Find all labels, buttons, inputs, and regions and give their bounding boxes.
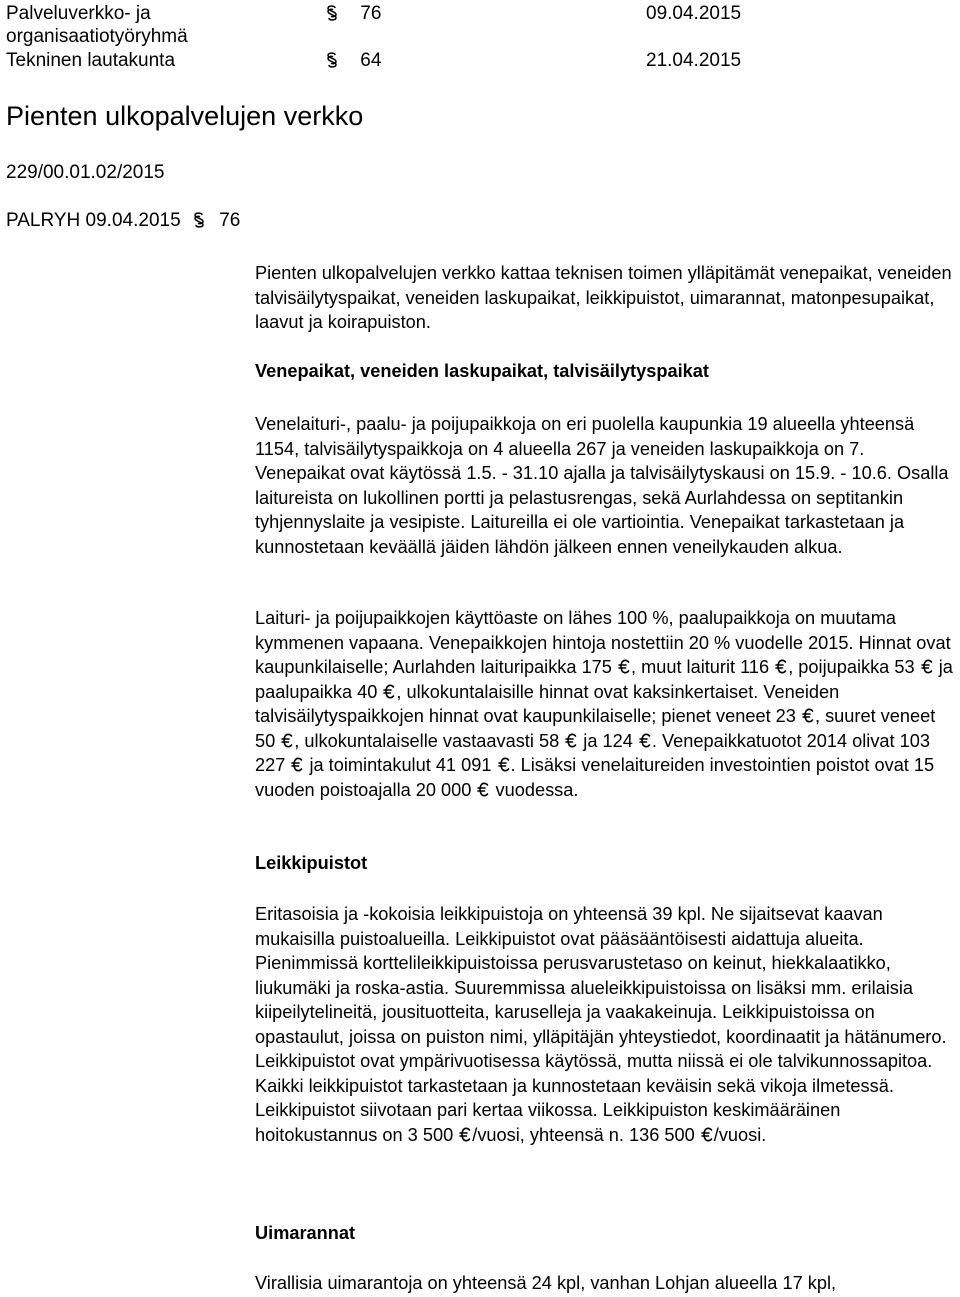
intro-text: Pienten ulkopalvelujen verkko kattaa teknisen toimen ylläpitämät venepaikat, veneiden talvisäilytyspaikat, veneiden laskupaikat, leikkipuistot, uimarannat, matonpesupaikat, laavut ja koirapuiston. bbox=[255, 263, 952, 332]
playgrounds-heading: Leikkipuistot bbox=[255, 853, 368, 873]
euro-sign-icon bbox=[921, 659, 933, 674]
section-number-1: 76 bbox=[360, 3, 382, 24]
boats-text-2-segment: ja toimintakulut 41 091 bbox=[304, 755, 497, 775]
boats-text-2-segment: vuodessa. bbox=[490, 779, 579, 800]
euro-sign-icon bbox=[802, 708, 814, 723]
boats-heading: Venepaikat, veneiden laskupaikat, talvisäilytyspaikat bbox=[255, 361, 709, 381]
intro-paragraph bbox=[255, 261, 955, 335]
playgrounds-text-segment: /vuosi. bbox=[713, 1124, 767, 1145]
boats-text-2-segment: , muut laiturit 116 bbox=[630, 657, 775, 677]
euro-sign-icon bbox=[775, 659, 787, 674]
section-1 bbox=[323, 2, 381, 25]
beaches-text: Virallisia uimarantoja on yhteensä 24 kpl, vanhan Lohjan alueella 17 kpl, bbox=[255, 1273, 837, 1293]
boats-text-2 bbox=[255, 606, 955, 802]
meeting-body-1: Palveluverkko- ja bbox=[6, 3, 151, 24]
reference-line bbox=[6, 209, 240, 232]
euro-sign-icon bbox=[459, 1127, 471, 1142]
boats-text-2-segment: . Venepaikkatuotot 2014 olivat 103 227 bbox=[255, 730, 930, 775]
euro-sign-icon bbox=[383, 684, 395, 699]
playgrounds-text-segment: /vuosi, yhteensä n. 136 500 bbox=[472, 1124, 700, 1145]
euro-sign-icon bbox=[618, 659, 630, 674]
section-sign-icon bbox=[323, 51, 341, 69]
beaches-section bbox=[255, 1221, 955, 1246]
meeting-date-2: 21.04.2015 bbox=[646, 50, 742, 71]
euro-sign-icon bbox=[281, 733, 293, 748]
page-title: Pienten ulkopalvelujen verkko bbox=[6, 101, 364, 131]
meeting-body-2: Tekninen lautakunta bbox=[6, 50, 176, 71]
boats-text-2-segment: ja paalupaikka 40 bbox=[255, 657, 953, 702]
boats-text-2-segment: , ulkokuntalaiselle vastaavasti 58 bbox=[294, 730, 565, 751]
playgrounds-text bbox=[255, 902, 955, 1147]
section-sign-icon bbox=[323, 4, 341, 22]
euro-sign-icon bbox=[477, 782, 489, 797]
reference-section: 76 bbox=[219, 210, 241, 231]
playgrounds-paragraph bbox=[255, 902, 955, 1147]
beaches-heading: Uimarannat bbox=[255, 1223, 356, 1243]
case-number: 229/00.01.02/2015 bbox=[6, 162, 165, 183]
boats-text-2-segment: ja 124 bbox=[578, 730, 638, 751]
beaches-paragraph bbox=[255, 1271, 955, 1296]
boats-paragraph-2 bbox=[255, 606, 955, 802]
boats-text-2-segment: . Lisäksi venelaitureiden investointien poistot ovat 15 vuoden poistoajalla 20 000 bbox=[255, 755, 935, 800]
boats-paragraph-1 bbox=[255, 412, 955, 559]
meeting-body-1-cont: organisaatiotyöryhmä bbox=[6, 26, 188, 47]
boats-text-1: Venelaituri-, paalu- ja poijupaikkoja on eri puolella kaupunkia 19 alueella yhteensä 1154, talvisäilytyspaikkoja on 4 alueella 267 ja veneiden laskupaikkoja on 7. Venepaikat ovat käytössä 1.5. - 31.10 ajalla ja talvisäilytyskausi on 15.9. - 10.6. Osalla laitureista on lukollinen portti ja pelastusrengas, sekä Aurlahdessa on septitankin tyhjennyslaite ja vesipiste. Laitureilla ei ole vartiointia. Venepaikat tarkastetaan ja kunnostetaan keväällä jäiden lähdön jälkeen ennen veneilykauden alkua. bbox=[255, 414, 949, 557]
euro-sign-icon bbox=[701, 1127, 713, 1142]
boats-text-2-segment: , poijupaikka 53 bbox=[788, 657, 920, 677]
boats-section bbox=[255, 359, 955, 384]
meeting-date-1: 09.04.2015 bbox=[646, 3, 742, 24]
playgrounds-text-segment: Eritasoisia ja -kokoisia leikkipuistoja on yhteensä 39 kpl. Ne sijaitsevat kaavan mukaisilla puistoalueilla. Leikkipuistot ovat pääsääntöisesti aidattuja alueita. Pienimmissä korttelileikkipuistoissa perusvarustetaso on keinut, hiekkalaatikko, liukumäki ja roska-astia. Suuremmissa alueleikkipuistoissa on lisäksi mm. erilaisia kiipeilytelineitä, jousituotteita, karuselleja ja vaakakeinuja. Leikkipuistoissa on opastaulut, joissa on puiston nimi, ylläpitäjän yhteystiedot, koordinaatit ja hätänumero. Leikkipuistot ovat ympärivuotisessa käytössä, mutta niissä ei ole talvikunnossapitoa. Kaikki leikkipuistot tarkastetaan ja kunnostetaan keväisin sekä vikoja ilmetessä. Leikkipuistot siivotaan pari kertaa viikossa. Leikkipuiston keskimääräinen hoitokustannus on 3 500 bbox=[255, 904, 947, 1145]
section-2 bbox=[323, 49, 381, 72]
reference-body-date: PALRYH 09.04.2015 bbox=[6, 210, 181, 231]
euro-sign-icon bbox=[291, 757, 303, 772]
euro-sign-icon bbox=[565, 733, 577, 748]
boats-text-2-segment: Laituri- ja poijupaikkojen käyttöaste on lähes 100 %, paalupaikkoja on muutama kymmenen vapaana. Venepaikkojen hintoja nostettiin 20 % vuodelle 2015. Hinnat ovat kaupunkilaiselle; Aurlahden laituripaikka 175 bbox=[255, 608, 951, 677]
euro-sign-icon bbox=[498, 757, 510, 772]
boats-text-2-segment: , ulkokuntalaisille hinnat ovat kaksinkertaiset. Veneiden talvisäilytyspaikkojen hinnat ovat kaupunkilaiselle; pienet veneet 23 bbox=[255, 681, 840, 726]
boats-text-2-segment: , suuret veneet 50 bbox=[255, 706, 936, 751]
playgrounds-section bbox=[255, 851, 955, 876]
section-number-2: 64 bbox=[360, 50, 382, 71]
section-sign-icon bbox=[190, 211, 208, 229]
euro-sign-icon bbox=[639, 733, 651, 748]
